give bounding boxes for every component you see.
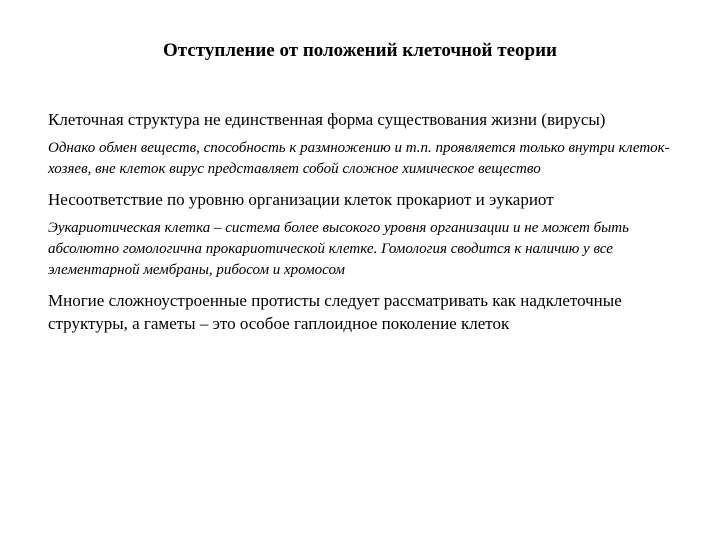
slide-content xyxy=(48,108,678,335)
statement-prokaryote-eukaryote: Несоответствие по уровню организации клеток прокариот и эукариот xyxy=(48,190,554,209)
note-eukaryotic-cell: Эукариотическая клетка – система более высокого уровня организации и не может быть абсолютно гомологична прокариотической клетке. Гомология сводится к наличию у все элементарной мембраны, рибосом и хромосом xyxy=(48,220,629,278)
statement-cell-structure: Клеточная структура не единственная форма существования жизни (вирусы) xyxy=(48,110,606,129)
slide-title: Отступление от положений клеточной теории xyxy=(163,40,557,61)
note-viruses: Однако обмен веществ, способность к размножению и т.п. проявляется только внутри клеток-хозяев, вне клеток вирус представляет собой сложное химическое вещество xyxy=(48,140,670,177)
statement-protists-gametes: Многие сложноустроенные протисты следует рассматривать как надклеточные структуры, а гаметы – это особое гаплоидное поколение клеток xyxy=(48,291,622,333)
